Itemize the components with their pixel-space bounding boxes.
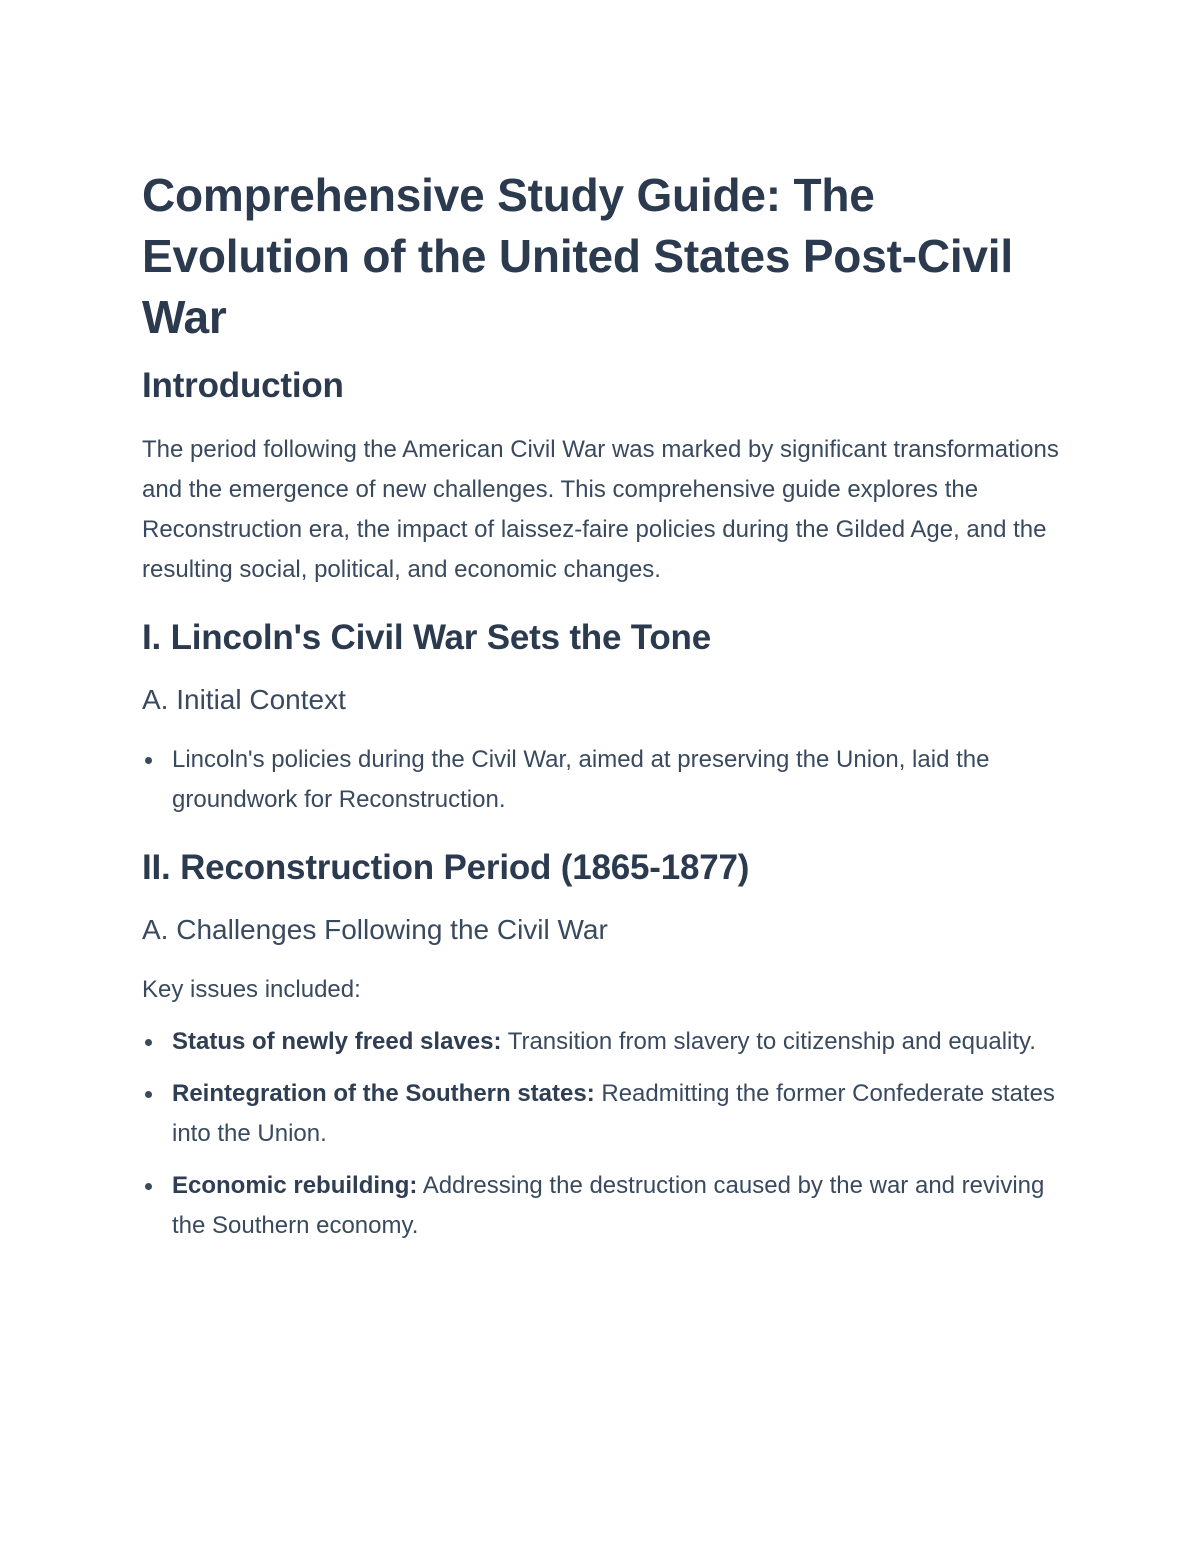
section-1a-list [142, 740, 1062, 820]
introduction-paragraph: The period following the American Civil War was marked by significant transformations and the emergence of new challenges. This comprehensive guide explores the Reconstruction era, the impact of laissez-faire policies during the Gilded Age, and the resulting social, political, and economic changes. [142, 436, 1059, 583]
section-1a-heading: A. Initial Context [142, 684, 346, 715]
bullet-icon [145, 757, 152, 764]
list-item [142, 1074, 1062, 1154]
list-item [142, 1166, 1062, 1246]
list-item [142, 740, 1062, 820]
section-2a-heading: A. Challenges Following the Civil War [142, 914, 608, 945]
list-item-text: Transition from slavery to citizenship and equality. [501, 1028, 1036, 1055]
list-item-text: Addressing the destruction caused by the war and reviving the Southern economy. [172, 1172, 1045, 1239]
list-item-text: Readmitting the former Confederate states into the Union. [172, 1080, 1055, 1147]
document-page [142, 165, 1062, 1258]
list-item-text: Lincoln's policies during the Civil War, aimed at preserving the Union, laid the groundwork for Reconstruction. [172, 746, 990, 813]
bullet-icon [145, 1183, 152, 1190]
bullet-icon [145, 1091, 152, 1098]
section-2a-list [142, 1022, 1062, 1246]
section-2a-intro: Key issues included: [142, 976, 361, 1003]
section-1-heading: I. Lincoln's Civil War Sets the Tone [142, 618, 711, 657]
document-title: Comprehensive Study Guide: The Evolution of the United States Post-Civil War [142, 169, 1013, 343]
section-2-heading: II. Reconstruction Period (1865-1877) [142, 848, 750, 887]
list-item-term: Status of newly freed slaves: [172, 1028, 502, 1055]
list-item-term: Economic rebuilding: [172, 1172, 418, 1199]
list-item-term: Reintegration of the Southern states: [172, 1080, 595, 1107]
list-item [142, 1022, 1062, 1062]
bullet-icon [145, 1039, 152, 1046]
introduction-heading: Introduction [142, 366, 344, 405]
